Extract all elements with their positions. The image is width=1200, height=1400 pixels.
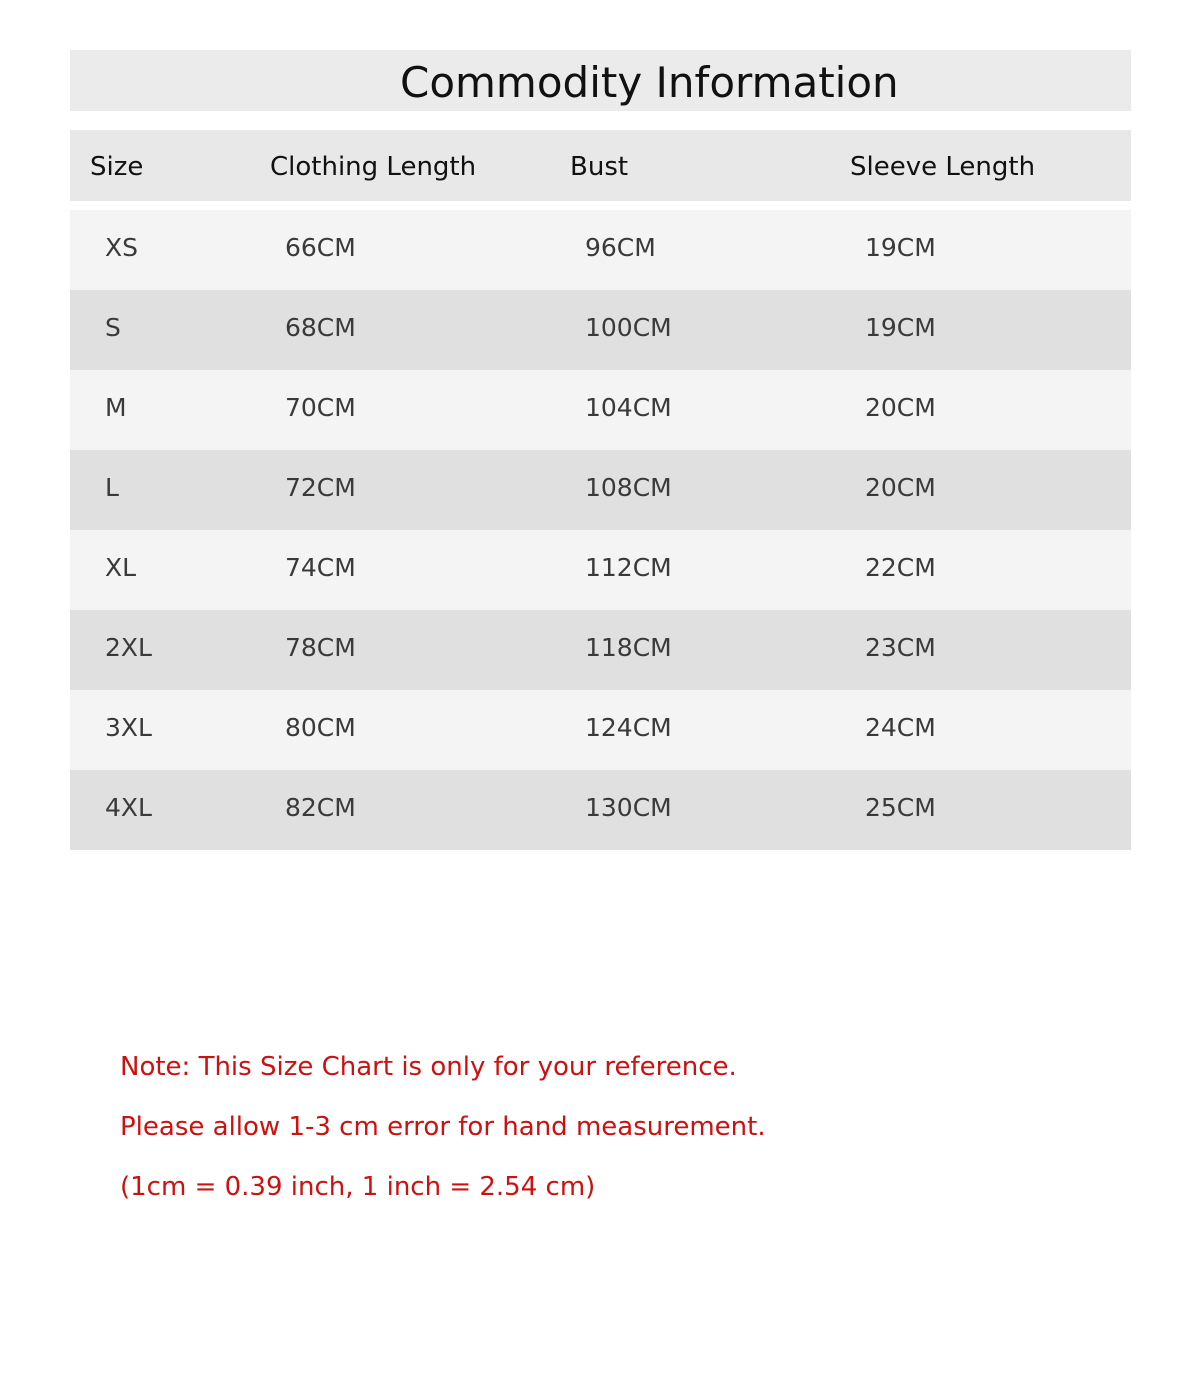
size-cell: 3XL — [105, 713, 152, 742]
page-title: Commodity Information — [400, 58, 899, 107]
title-bar — [70, 50, 1131, 111]
clothing-length-cell: 82CM — [285, 793, 356, 822]
size-cell: 4XL — [105, 793, 152, 822]
table-row — [70, 290, 1131, 370]
size-table-body — [70, 210, 1131, 850]
clothing-length-cell: 70CM — [285, 393, 356, 422]
clothing-length-cell: 80CM — [285, 713, 356, 742]
bust-cell: 124CM — [585, 713, 672, 742]
clothing-length-cell: 78CM — [285, 633, 356, 662]
table-row — [70, 690, 1131, 770]
sleeve-length-cell: 20CM — [865, 473, 936, 502]
table-row — [70, 530, 1131, 610]
bust-cell: 118CM — [585, 633, 672, 662]
table-row — [70, 370, 1131, 450]
column-header-clothing-length: Clothing Length — [270, 152, 477, 182]
bust-cell: 130CM — [585, 793, 672, 822]
size-cell: XL — [105, 553, 137, 582]
size-cell: M — [105, 393, 127, 422]
size-cell: XS — [105, 233, 138, 262]
bust-cell: 108CM — [585, 473, 672, 502]
note-reference: Note: This Size Chart is only for your reference. — [120, 1052, 737, 1082]
table-row — [70, 770, 1131, 850]
bust-cell: 100CM — [585, 313, 672, 342]
sleeve-length-cell: 25CM — [865, 793, 936, 822]
clothing-length-cell: 68CM — [285, 313, 356, 342]
clothing-length-cell: 66CM — [285, 233, 356, 262]
clothing-length-cell: 72CM — [285, 473, 356, 502]
sleeve-length-cell: 24CM — [865, 713, 936, 742]
sleeve-length-cell: 20CM — [865, 393, 936, 422]
sleeve-length-cell: 22CM — [865, 553, 936, 582]
table-header — [70, 130, 1131, 201]
column-header-size: Size — [90, 152, 144, 182]
bust-cell: 96CM — [585, 233, 656, 262]
table-row — [70, 610, 1131, 690]
note-error: Please allow 1-3 cm error for hand measurement. — [120, 1112, 766, 1142]
sleeve-length-cell: 23CM — [865, 633, 936, 662]
table-row — [70, 450, 1131, 530]
note-conversion: (1cm = 0.39 inch, 1 inch = 2.54 cm) — [120, 1172, 596, 1202]
sleeve-length-cell: 19CM — [865, 313, 936, 342]
bust-cell: 104CM — [585, 393, 672, 422]
clothing-length-cell: 74CM — [285, 553, 356, 582]
size-cell: 2XL — [105, 633, 152, 662]
column-header-sleeve-length: Sleeve Length — [850, 152, 1036, 182]
bust-cell: 112CM — [585, 553, 672, 582]
column-header-bust: Bust — [570, 152, 629, 182]
size-cell: S — [105, 313, 121, 342]
table-row — [70, 210, 1131, 290]
size-cell: L — [105, 473, 119, 502]
sleeve-length-cell: 19CM — [865, 233, 936, 262]
